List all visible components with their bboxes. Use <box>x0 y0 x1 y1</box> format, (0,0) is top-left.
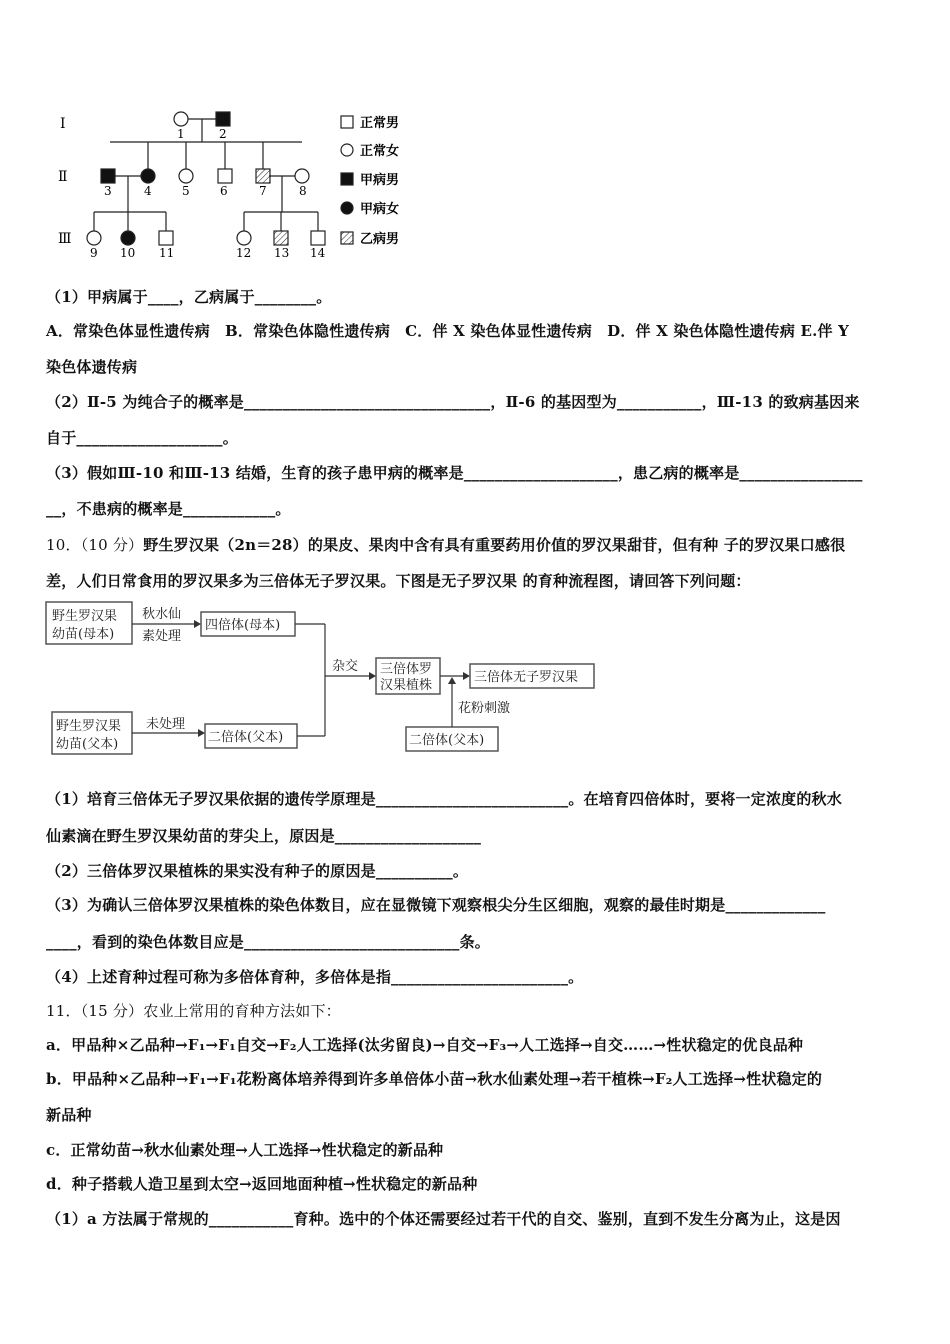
label-seedling-mother-2: 幼苗(母本) <box>52 627 115 642</box>
member-label-14: 14 <box>310 246 326 260</box>
q10-line-7: ____，看到的染色体数目应是____________________________条。 <box>46 933 491 951</box>
pedigree-chart <box>40 100 420 265</box>
gen-label-2: Ⅱ <box>58 169 68 185</box>
member-13 <box>274 231 288 245</box>
q11-method-b-2: 新品种 <box>46 1106 92 1124</box>
q10-line-1 <box>46 534 845 555</box>
legend-normal-female-icon <box>341 144 353 156</box>
label-untreated: 未处理 <box>146 717 186 732</box>
q11-method-c: c．正常幼苗→秋水仙素处理→人工选择→性状稳定的新品种 <box>46 1141 444 1159</box>
label-colchicine-1: 秋水仙 <box>142 607 182 622</box>
label-triploid-fruit: 三倍体无子罗汉果 <box>474 670 579 685</box>
q9-line-4: （2）Ⅱ-5 为纯合子的概率是________________________________，Ⅱ-6 的基因型为___________，Ⅲ-13 的致病基因来 <box>46 393 860 411</box>
member-9 <box>87 231 101 245</box>
member-label-1: 1 <box>177 127 185 141</box>
q9-line-1: （1）甲病属于____，乙病属于________。 <box>46 288 332 306</box>
q11-method-d: d．种子搭载人造卫星到太空→返回地面种植→性状稳定的新品种 <box>46 1175 478 1193</box>
label-seedling-father-1: 野生罗汉果 <box>56 719 122 734</box>
legend-normal-male: 正常男 <box>360 116 400 131</box>
member-6 <box>218 169 232 183</box>
q10-line-4: 仙素滴在野生罗汉果幼苗的芽尖上，原因是___________________ <box>46 827 482 845</box>
member-1 <box>174 112 188 126</box>
member-2 <box>216 112 230 126</box>
label-colchicine-2: 素处理 <box>142 629 182 644</box>
label-triploid-plant-1: 三倍体罗 <box>380 662 433 677</box>
q11-method-a: a．甲品种×乙品种→F₁→F₁自交→F₂人工选择(汰劣留良)→自交→F₃→人工选择→自交……→性状稳定的优良品种 <box>46 1036 804 1054</box>
q10-score: （10 分） <box>80 536 144 554</box>
legend-jia-male: 甲病男 <box>360 173 400 188</box>
legend-yi-male: 乙病男 <box>360 232 400 247</box>
label-triploid-plant-2: 汉果植株 <box>380 678 433 693</box>
member-label-5: 5 <box>182 184 190 198</box>
member-label-2: 2 <box>219 127 227 141</box>
q9-line-7: __，不患病的概率是____________。 <box>46 500 291 518</box>
label-pollen: 花粉刺激 <box>458 701 511 716</box>
legend-jia-male-icon <box>341 173 353 185</box>
q11-line-1 <box>46 1000 341 1021</box>
q10-intro: 野生罗汉果（2n＝28）的果皮、果肉中含有具有重要药用价值的罗汉果甜苷，但有种 子的罗汉果口感很 <box>143 536 846 554</box>
q11-number: 11． <box>46 1002 81 1020</box>
q9-line-2: A．常染色体显性遗传病 B．常染色体隐性遗传病 C．伴 X 染色体显性遗传病 D．伴 X 染色体隐性遗传病 E.伴 Y <box>46 322 850 340</box>
member-label-7: 7 <box>259 184 267 198</box>
label-tetraploid: 四倍体(母本) <box>205 618 281 633</box>
q10-number: 10． <box>46 536 81 554</box>
member-label-13: 13 <box>274 246 290 260</box>
q9-line-6: （3）假如Ⅲ-10 和Ⅲ-13 结婚，生育的孩子患甲病的概率是____________________，患乙病的概率是________________ <box>46 464 863 482</box>
gen-label-1: Ⅰ <box>60 116 66 132</box>
label-diploid-father: 二倍体(父本) <box>208 730 284 745</box>
legend-yi-male-icon <box>341 232 353 244</box>
q11-intro: 农业上常用的育种方法如下： <box>143 1002 341 1020</box>
legend-normal-female: 正常女 <box>360 144 400 159</box>
member-11 <box>159 231 173 245</box>
member-12 <box>237 231 251 245</box>
member-label-10: 10 <box>120 246 136 260</box>
label-diploid-father2: 二倍体(父本) <box>409 733 485 748</box>
q10-line-3: （1）培育三倍体无子罗汉果依据的遗传学原理是_________________________。在培育四倍体时，要将一定浓度的秋水 <box>46 790 842 808</box>
member-10 <box>121 231 135 245</box>
member-label-11: 11 <box>159 246 175 260</box>
member-label-8: 8 <box>299 184 307 198</box>
member-4 <box>141 169 155 183</box>
label-seedling-mother-1: 野生罗汉果 <box>52 609 118 624</box>
member-label-3: 3 <box>104 184 112 198</box>
label-seedling-father-2: 幼苗(父本) <box>56 737 119 752</box>
q9-line-3: 染色体遗传病 <box>46 358 138 376</box>
member-7 <box>256 169 270 183</box>
member-3 <box>101 169 115 183</box>
member-label-6: 6 <box>220 184 228 198</box>
q10-line-6: （3）为确认三倍体罗汉果植株的染色体数目，应在显微镜下观察根尖分生区细胞，观察的最佳时期是_____________ <box>46 896 826 914</box>
q11-method-b-1: b．甲品种×乙品种→F₁→F₁花粉离体培养得到许多单倍体小苗→秋水仙素处理→若干植株→F₂人工选择→性状稳定的 <box>46 1070 823 1088</box>
member-label-9: 9 <box>90 246 98 260</box>
member-8 <box>295 169 309 183</box>
q9-line-5: 自于___________________。 <box>46 429 238 447</box>
q10-line-2: 差，人们日常食用的罗汉果多为三倍体无子罗汉果。下图是无子罗汉果 的育种流程图，请回答下列问题： <box>46 572 751 590</box>
label-cross: 杂交 <box>332 659 359 674</box>
legend-normal-male-icon <box>341 116 353 128</box>
q11-question-1: （1）a 方法属于常规的___________育种。选中的个体还需要经过若干代的自交、鉴别，直到不发生分离为止，这是因 <box>46 1210 841 1228</box>
q10-line-8: （4）上述育种过程可称为多倍体育种，多倍体是指_______________________。 <box>46 968 584 986</box>
member-label-12: 12 <box>236 246 252 260</box>
member-label-4: 4 <box>144 184 152 198</box>
q11-score: （15 分） <box>80 1002 144 1020</box>
member-5 <box>179 169 193 183</box>
q10-line-5: （2）三倍体罗汉果植株的果实没有种子的原因是__________。 <box>46 862 469 880</box>
member-14 <box>311 231 325 245</box>
legend-jia-female: 甲病女 <box>360 202 400 217</box>
legend-jia-female-icon <box>341 202 353 214</box>
breeding-flowchart <box>40 596 610 761</box>
gen-label-3: Ⅲ <box>58 231 72 247</box>
